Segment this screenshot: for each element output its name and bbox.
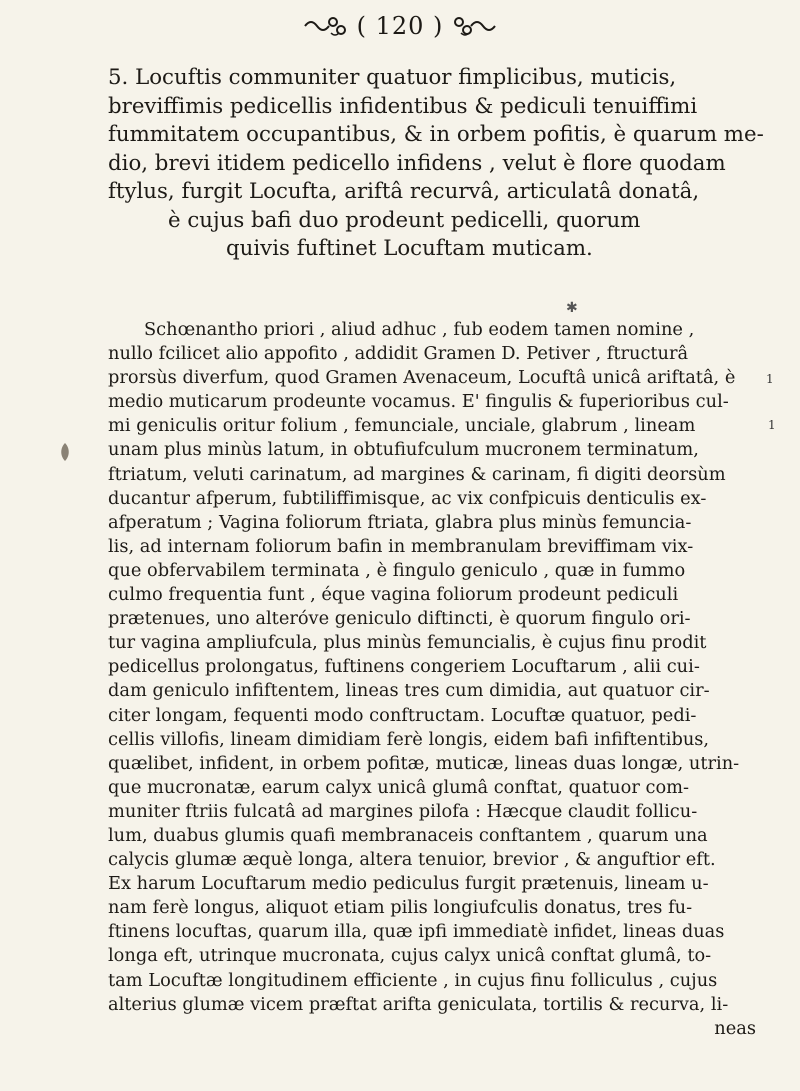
text-line: lum, duabus glumis quafi membranaceis conftantem , quarum una — [108, 824, 708, 846]
text-line: unam plus minùs latum, in obtufiufculum mucronem terminatum, — [108, 439, 699, 461]
text-line: mi geniculis oritur folium , femunciale, unciale, glabrum , lineam — [108, 415, 696, 437]
text-line: tur vagina ampliufcula, plus minùs femuncialis, è cujus finu prodit — [108, 632, 707, 654]
text-line: fummitatem occupantibus, & in orbem pofitis, è quarum me- — [108, 122, 764, 147]
text-line: dam geniculo infiftentem, lineas tres cum dimidia, aut quatuor cir- — [108, 680, 710, 702]
margin-mark: 1 — [766, 372, 774, 386]
text-line: prorsùs diverfum, quod Gramen Avenaceum, Locuftâ unicâ ariftatâ, è — [108, 367, 736, 389]
text-line: cellis villofis, lineam dimidiam ferè longis, eidem bafi infiftentibus, — [108, 728, 710, 750]
text-line: nullo fcilicet alio appofito , addidit Gramen D. Petiver , ftructurâ — [108, 343, 689, 365]
text-line: calycis glumæ æquè longa, altera tenuior, brevior , & anguftior eft. — [108, 849, 716, 871]
text-line: muniter ftriis fulcatâ ad margines pilofa : Hæcque claudit follicu- — [108, 800, 698, 822]
text-line: medio muticarum prodeunte vocamus. E' fingulis & fuperioribus cul- — [108, 391, 729, 413]
catchword: neas — [714, 1017, 756, 1039]
locust-description-paragraph — [108, 64, 764, 264]
text-line: lis, ad internam foliorum bafin in membranulam breviffimam vix- — [108, 535, 694, 557]
text-line: longa eft, utrinque mucronata, cujus calyx unicâ conftat glumâ, to- — [108, 945, 712, 967]
text-line: è cujus bafi duo prodeunt pedicelli, quorum — [168, 207, 641, 233]
gramen-avenaceum-paragraph — [108, 318, 762, 1041]
text-line: citer longam, fequenti modo conftructam. Locuftæ quatuor, pedi- — [108, 704, 697, 726]
text-line: ftylus, furgit Locufta, ariftâ recurvâ, articulatâ donatâ, — [108, 179, 700, 204]
text-line: nam ferè longus, aliquot etiam pilis longiufculis donatus, tres fu- — [108, 897, 693, 919]
text-line: ducantur afperum, fubtiliffimisque, ac vix confpicuis denticulis ex- — [108, 487, 707, 509]
right-ornament-icon — [451, 13, 499, 39]
text-line: Schœnantho priori , aliud adhuc , fub eodem tamen nomine , — [144, 319, 695, 340]
text-line: breviffimis pedicellis infidentibus & pediculi tenuiffimi — [108, 93, 698, 119]
margin-mark: 1 — [768, 418, 776, 432]
text-line: 5. Locuftis communiter quatuor fimplicibus, muticis, — [108, 65, 677, 90]
text-line: ftinens locuftas, quarum illa, quæ ipfi immediatè infidet, lineas duas — [108, 921, 725, 943]
page-number: ( 120 ) — [356, 12, 444, 40]
page-header — [0, 12, 800, 40]
text-line: quivis fuftinet Locuftam muticam. — [226, 236, 593, 261]
left-ornament-icon — [301, 13, 349, 39]
text-line: tam Locuftæ longitudinem efficiente , in cujus finu folliculus , cujus — [108, 969, 718, 991]
leaf-ornament-icon — [58, 442, 72, 462]
text-line: pedicellus prolongatus, fuftinens congeriem Locuftarum , alii cui- — [108, 656, 700, 678]
text-line: Ex harum Locuftarum medio pediculus furgit prætenuis, lineam u- — [108, 873, 709, 895]
text-line: afperatum ; Vagina foliorum ftriata, glabra plus minùs femuncia- — [108, 511, 692, 533]
text-line: alterius glumæ vicem præftat arifta geniculata, tortilis & recurva, li- — [108, 993, 729, 1015]
text-line: que mucronatæ, earum calyx unicâ glumâ conftat, quatuor com- — [108, 776, 690, 798]
text-line: prætenues, uno alteróve geniculo diftincti, è quorum fingulo ori- — [108, 608, 691, 630]
text-line: que obfervabilem terminata , è fingulo geniculo , quæ in fummo — [108, 559, 686, 581]
text-line: quælibet, infident, in orbem pofitæ, muticæ, lineas duas longæ, utrin- — [108, 752, 740, 774]
ink-blot: ✱ — [566, 300, 578, 316]
text-line: culmo frequentia funt , éque vagina foliorum prodeunt pediculi — [108, 584, 679, 606]
text-line: ftriatum, veluti carinatum, ad margines & carinam, fi digiti deorsùm — [108, 463, 726, 485]
text-line: dio, brevi itidem pedicello infidens , velut è flore quodam — [108, 150, 726, 176]
